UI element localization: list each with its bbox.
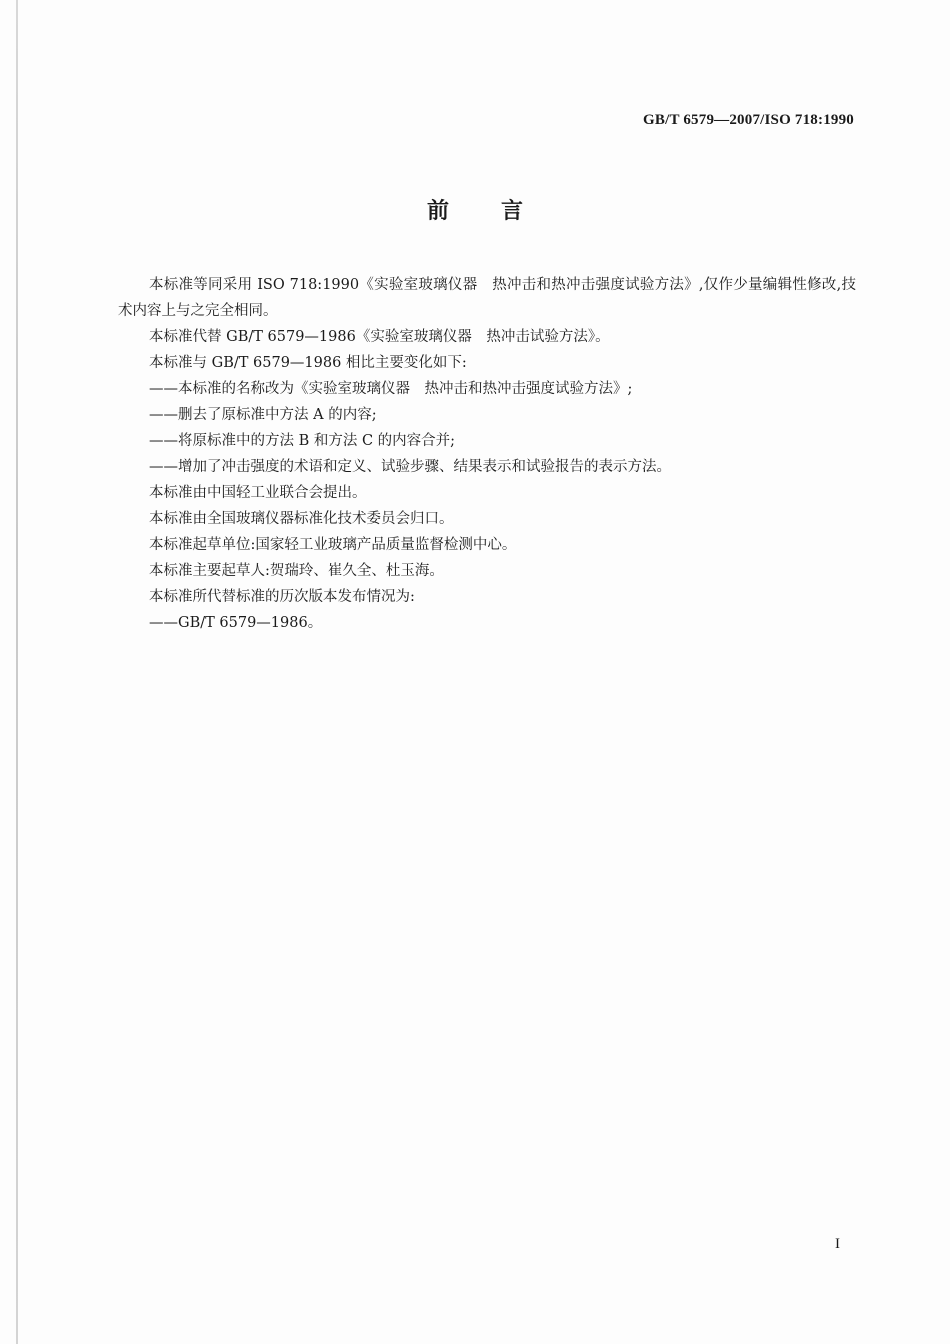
list-item-change-merge: ——将原标准中的方法 B 和方法 C 的内容合并; <box>149 433 456 449</box>
paragraph-drafters: 本标准主要起草人:贺瑞玲、崔久全、杜玉海。 <box>149 563 444 579</box>
page-number: I <box>835 1236 840 1252</box>
standard-number-header: GB/T 6579—2007/ISO 718:1990 <box>643 112 854 128</box>
paragraph-replaces: 本标准代替 GB/T 6579—1986《实验室玻璃仪器 热冲击试验方法》。 <box>149 329 610 345</box>
page-title: 前言 <box>426 199 575 224</box>
paragraph-adoption: 本标准等同采用 ISO 718:1990《实验室玻璃仪器 热冲击和热冲击强度试验方法》,仅作少量编辑性修改,技术内容上与之完全相同。 <box>118 277 856 319</box>
list-item-history-version: ——GB/T 6579—1986。 <box>149 615 323 631</box>
paragraph-history-intro: 本标准所代替标准的历次版本发布情况为: <box>149 589 415 605</box>
paragraph-proposed-by: 本标准由中国轻工业联合会提出。 <box>149 485 367 501</box>
paragraph-centralized-by: 本标准由全国玻璃仪器标准化技术委员会归口。 <box>149 511 454 527</box>
paragraph-drafting-unit: 本标准起草单位:国家轻工业玻璃产品质量监督检测中心。 <box>149 537 517 553</box>
list-item-change-method-a: ——删去了原标准中方法 A 的内容; <box>149 407 377 423</box>
paragraph-changes-intro: 本标准与 GB/T 6579—1986 相比主要变化如下: <box>149 355 467 371</box>
foreword-body <box>118 272 856 636</box>
list-item-change-name: ——本标准的名称改为《实验室玻璃仪器 热冲击和热冲击强度试验方法》; <box>149 381 633 397</box>
list-item-change-added: ——增加了冲击强度的术语和定义、试验步骤、结果表示和试验报告的表示方法。 <box>149 459 671 475</box>
